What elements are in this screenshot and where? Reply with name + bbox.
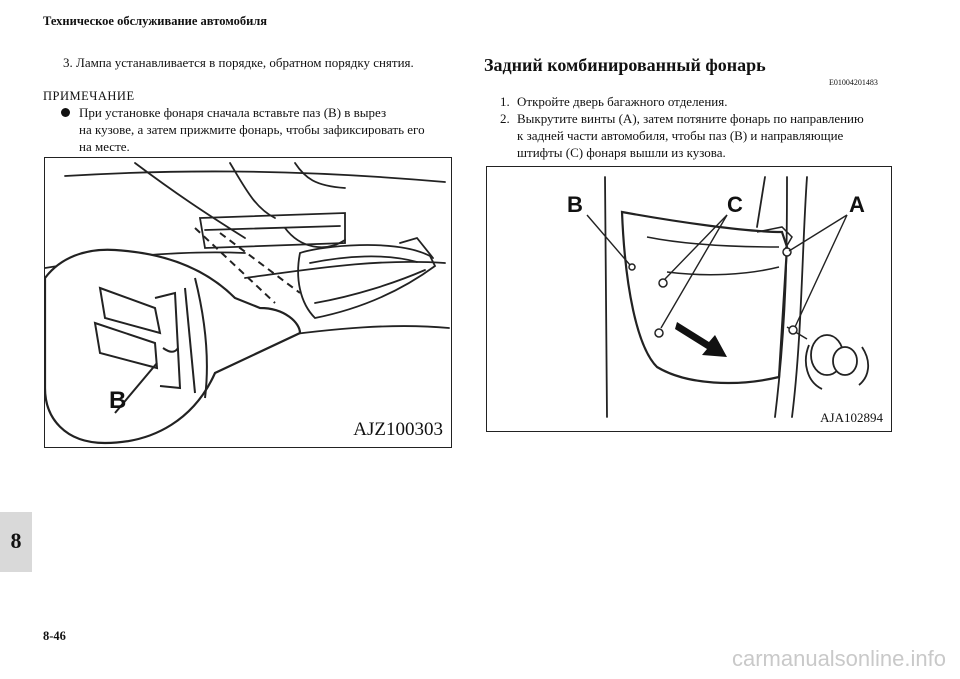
lamp-installation-illustration (45, 158, 451, 447)
figure-lamp-removal (486, 166, 892, 432)
step-2-number: 2. (500, 111, 510, 126)
step-2-line-1: Выкрутите винты (A), затем потяните фонарь по направлению (517, 111, 864, 126)
figure-2-label-c: C (727, 192, 743, 217)
figure-2-label-b: B (567, 192, 583, 217)
step-2 (500, 110, 900, 161)
step-1-line-1: Откройте дверь багажного отделения. (517, 94, 728, 109)
section-code: E01004201483 (829, 78, 878, 87)
section-title: Задний комбинированный фонарь (484, 55, 766, 75)
chapter-tab-label: 8 (10, 528, 22, 553)
step-2-line-3: штифты (C) фонаря вышли из кузова. (517, 145, 726, 160)
step-3 (63, 55, 414, 71)
page-number: 8-46 (43, 629, 66, 643)
lamp-removal-illustration (487, 167, 891, 431)
figure-2-label-a: A (849, 192, 865, 217)
step-2-line-2: к задней части автомобиля, чтобы паз (B) и направляющие (517, 128, 844, 143)
step-1 (500, 93, 900, 110)
figure-lamp-installation (44, 157, 452, 448)
note-title: ПРИМЕЧАНИЕ (43, 89, 135, 103)
note-line-1: При установке фонаря сначала вставьте паз (B) в вырез (79, 105, 387, 120)
figure-1-label-b: B (109, 387, 127, 414)
step-3-number: 3. (63, 55, 73, 70)
running-header: Техническое обслуживание автомобиля (43, 14, 268, 28)
note-text (79, 104, 459, 155)
note-line-3: на месте. (79, 139, 130, 154)
step-3-text: Лампа устанавливается в порядке, обратном порядку снятия. (76, 55, 414, 70)
watermark: carmanualsonline.info (731, 646, 946, 671)
chapter-tab (0, 512, 32, 572)
note-line-2: на кузове, а затем прижмите фонарь, чтобы зафиксировать его (79, 122, 425, 137)
figure-2-code: AJA102894 (820, 410, 883, 425)
removal-steps (500, 93, 900, 161)
figure-1-code: AJZ100303 (353, 419, 443, 440)
bullet-icon (61, 108, 70, 117)
step-1-number: 1. (500, 94, 510, 109)
